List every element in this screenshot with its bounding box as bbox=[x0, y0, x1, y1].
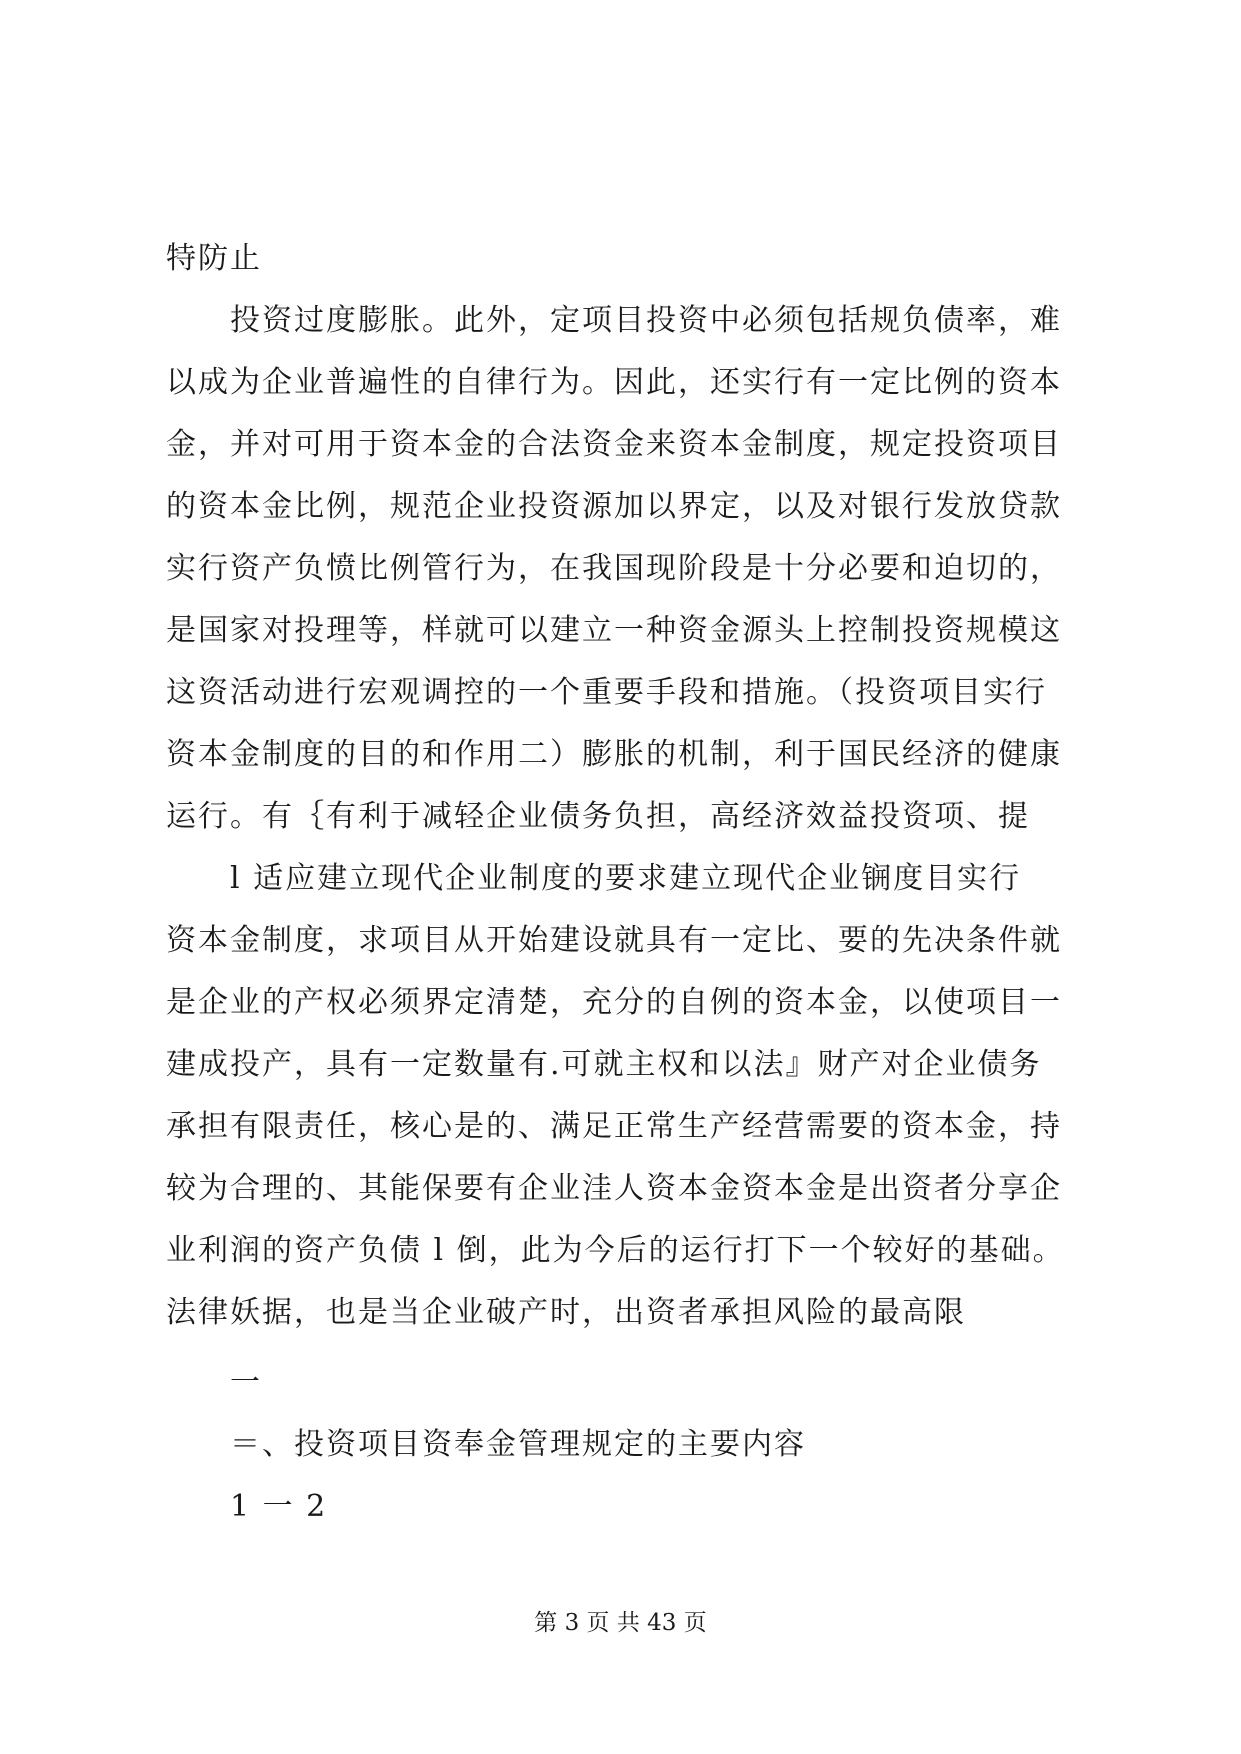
text-line: 是国家对投理等，样就可以建立一种资金源头上控制投资规模这 bbox=[166, 613, 1062, 648]
text-line: 1 一 2 bbox=[230, 1489, 328, 1524]
text-line: 承担有限责任，核心是的、满足正常生产经营需要的资本金，持 bbox=[166, 1109, 1062, 1144]
document-body bbox=[166, 228, 1086, 1538]
text-line: 特防止 bbox=[166, 241, 262, 276]
text-line: 的资本金比例，规范企业投资源加以界定，以及对银行发放贷款 bbox=[166, 489, 1062, 524]
text-line: 较为合理的、其能保要有企业洼人资本金资本金是出资者分享企 bbox=[166, 1171, 1062, 1206]
page-number: 第 3 页 共 43 页 bbox=[534, 1610, 707, 1636]
text-line: 业利润的资产负债 l 倒，此为今后的运行打下一个较好的基础。 bbox=[166, 1233, 1065, 1268]
text-line: 法律妖据，也是当企业破产时，出资者承担风险的最高限 bbox=[166, 1295, 966, 1330]
text-line: 资本金制度，求项目从开始建设就具有一定比、要的先决条件就 bbox=[166, 923, 1062, 958]
text-line: 一 bbox=[230, 1365, 262, 1400]
text-line: 这资活动进行宏观调控的一个重要手段和措施。（投资项目实行 bbox=[166, 675, 1047, 710]
text-line: 以成为企业普遍性的自律行为。因此，还实行有一定比例的资本 bbox=[166, 365, 1062, 400]
text-line: 实行资产负愤比例管行为，在我国现阶段是十分必要和迫切的， bbox=[166, 551, 1062, 586]
text-line: 金，并对可用于资本金的合法资金来资本金制度，规定投资项目 bbox=[166, 427, 1062, 462]
text-line: 资本金制度的目的和作用二）膨胀的机制，利于国民经济的健康 bbox=[166, 737, 1062, 772]
text-line: l 适应建立现代企业制度的要求建立现代企业锎度目实行 bbox=[230, 861, 1022, 896]
text-line: 投资过度膨胀。此外，定项目投资中必须包括规负债率，难 bbox=[230, 303, 1062, 338]
text-line: 建成投产，具有一定数量有.可就主权和以法』财产对企业债务 bbox=[166, 1047, 1042, 1082]
text-line: 运行。有｛有利于减轻企业债务负担，高经济效益投资项、提 bbox=[166, 799, 1030, 834]
text-line: 是企业的产权必须界定清楚，充分的自例的资本金，以使项目一 bbox=[166, 985, 1062, 1020]
section-heading: ＝、投资项目资奉金管理规定的主要内容 bbox=[230, 1427, 806, 1462]
